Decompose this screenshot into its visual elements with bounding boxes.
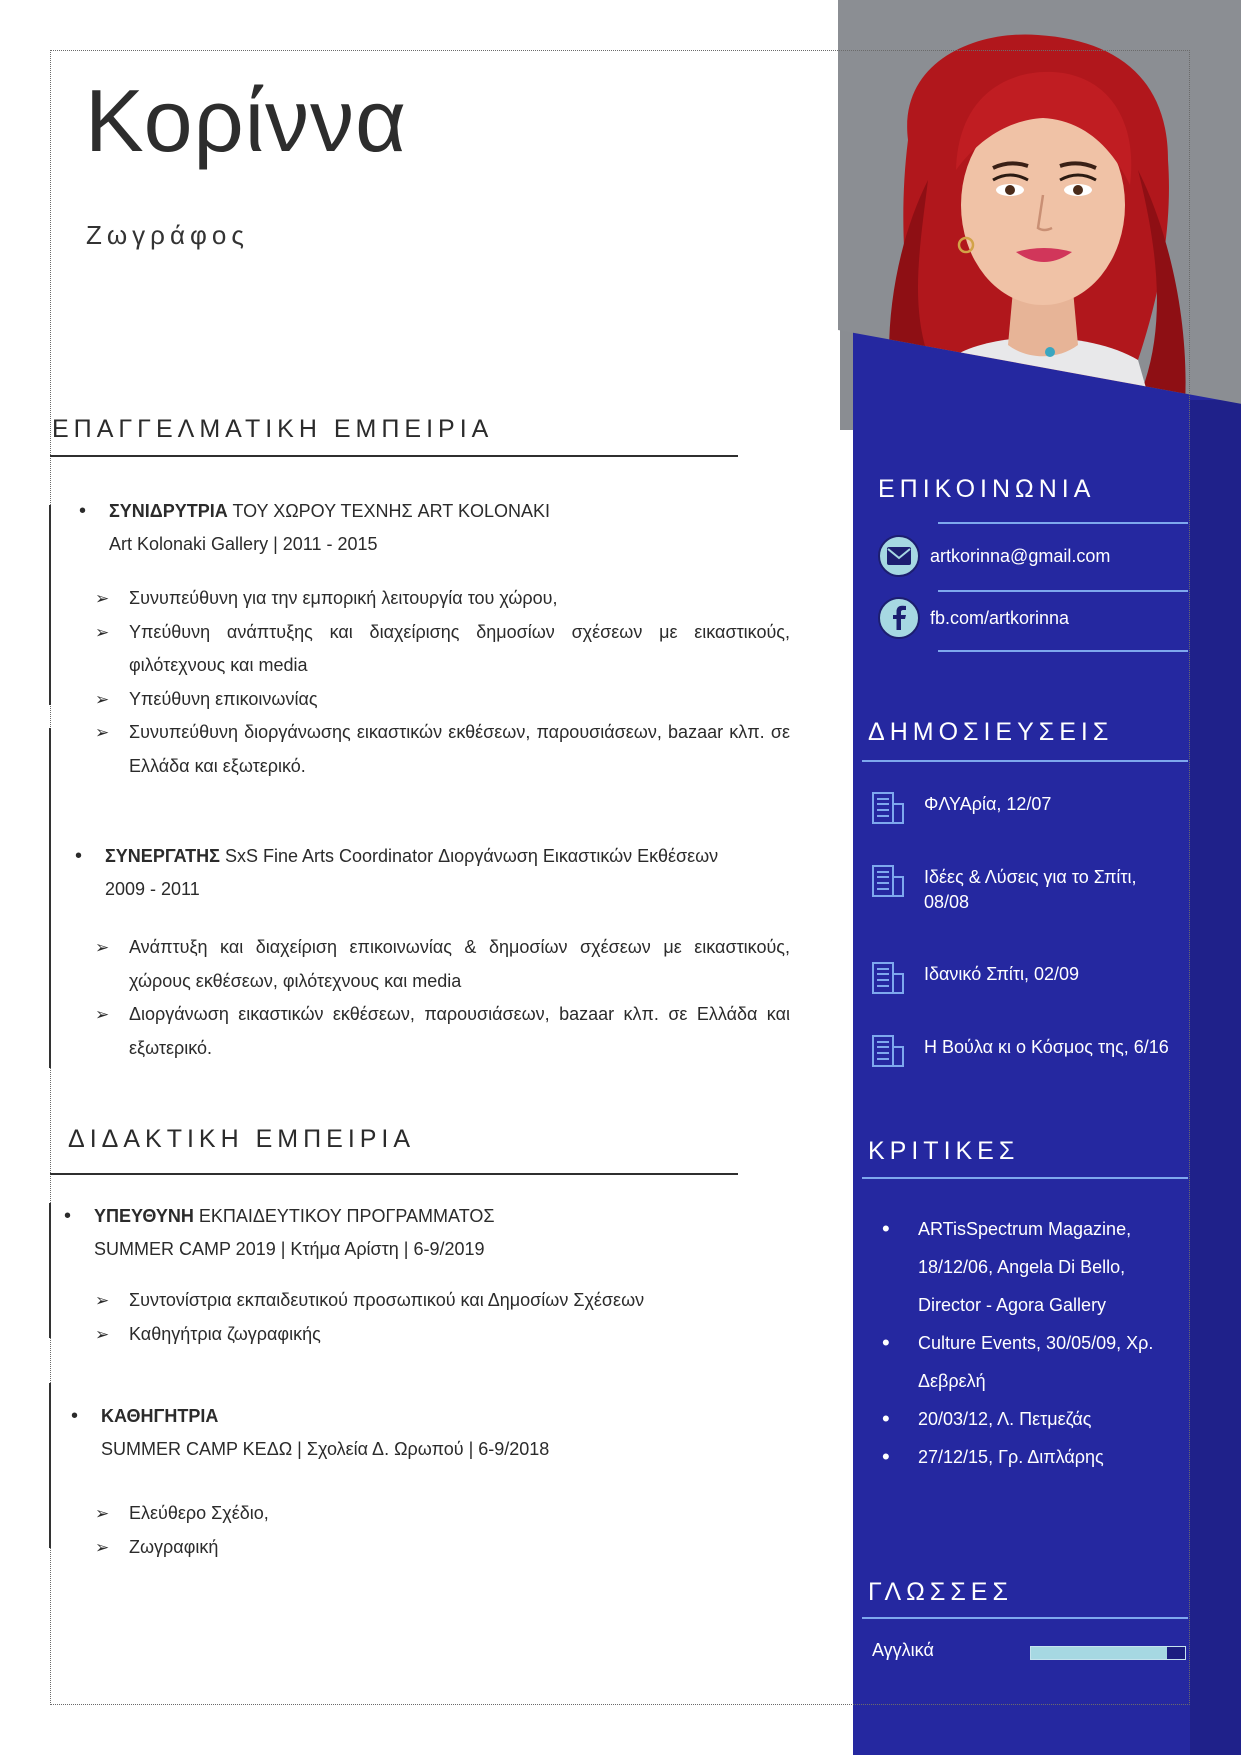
facebook-link[interactable]: fb.com/artkorinna: [930, 607, 1070, 628]
job-entry: [71, 1400, 550, 1466]
duty-item: ➢ Υπεύθυνη ανάπτυξης και διαχείρισης δημοσίων σχέσεων με εικαστικούς, φιλότεχνους και media: [95, 616, 790, 683]
job-subtitle: SUMMER CAMP ΚΕΔΩ | Σχολεία Δ. Ωρωπού | 6-9/2018: [101, 1439, 550, 1459]
job-title-bold: ΚΑΘΗΓΗΤΡΙΑ: [101, 1406, 219, 1426]
duty-item: ➢ Ζωγραφική: [95, 1531, 790, 1565]
section-title-professional: ΕΠΑΓΓΕΛΜΑΤΙΚΗ ΕΜΠΕΙΡΙΑ: [52, 415, 494, 443]
email-link[interactable]: artkorinna@gmail.com: [930, 545, 1111, 566]
job-title: ΕΚΠΑΙΔΕΥΤΙΚΟΥ ΠΡΟΓΡΑΜΜΑΤΟΣ: [193, 1206, 495, 1226]
duty-item: ➢ Συνυπεύθυνη για την εμπορική λειτουργία του χώρου,: [95, 582, 790, 616]
bullet-icon: •: [79, 500, 87, 522]
publication-text: ΦΛΥΑρία, 12/07: [924, 794, 1052, 814]
review-item: • 20/03/12, Λ. Πετμεζάς: [878, 1400, 1178, 1438]
duty-item: ➢ Συντονίστρια εκπαιδευτικού προσωπικού και Δημοσίων Σχέσεων: [95, 1284, 790, 1318]
duty-list: [95, 931, 790, 1065]
language-item: [872, 1640, 1188, 1661]
duty-item: ➢ Συνυπεύθυνη διοργάνωσης εικαστικών εκθέσεων, παρουσιάσεων, bazaar κλπ. σε Ελλάδα και εξωτερικό.: [95, 716, 790, 783]
publication-text: Η Βούλα κι ο Κόσμος της, 6/16: [924, 1037, 1169, 1057]
job-title: ΤΟΥ ΧΩΡΟΥ ΤΕΧΝΗΣ ART KOLONAKI: [227, 501, 550, 521]
language-name: Αγγλικά: [872, 1640, 934, 1660]
publication-item: [870, 865, 1180, 915]
contact-facebook[interactable]: [878, 597, 1069, 639]
reviews-list: [878, 1210, 1178, 1476]
duty-list: [95, 582, 790, 783]
duty-list: [95, 1284, 790, 1351]
duty-item: ➢ Ελεύθερο Σχέδιο,: [95, 1497, 790, 1531]
bullet-icon: •: [75, 845, 83, 867]
bullet-icon: •: [64, 1205, 72, 1227]
sidebar-divider: [938, 522, 1188, 524]
timeline-bar: [49, 728, 51, 1068]
section-divider: [50, 455, 738, 457]
sidebar-divider: [862, 760, 1188, 762]
publication-item: [870, 792, 1180, 826]
facebook-icon: [878, 597, 920, 639]
job-title: SxS Fine Arts Coordinator Διοργάνωση Εικαστικών Εκθέσεων: [219, 846, 719, 866]
sidebar-divider: [862, 1617, 1188, 1619]
contact-email[interactable]: [878, 535, 1110, 577]
job-title-bold: ΣΥΝΕΡΓΑΤΗΣ: [105, 846, 220, 866]
duty-item: ➢ Υπεύθυνη επικοινωνίας: [95, 683, 790, 717]
envelope-icon: [878, 535, 920, 577]
bullet-icon: •: [71, 1405, 79, 1427]
duty-item: ➢ Διοργάνωση εικαστικών εκθέσεων, παρουσιάσεων, bazaar κλπ. σε Ελλάδα και εξωτερικό.: [95, 998, 790, 1065]
timeline-bar: [49, 1383, 51, 1548]
section-title-teaching: ΔΙΔΑΚΤΙΚΗ ΕΜΠΕΙΡΙΑ: [68, 1125, 416, 1153]
newspaper-icon: [870, 1033, 906, 1069]
sidebar-heading-contact: ΕΠΙΚΟΙΝΩΝΙΑ: [878, 475, 1096, 503]
language-level-bar: [1030, 1646, 1186, 1660]
publication-text: Ιδέες & Λύσεις για το Σπίτι, 08/08: [924, 867, 1137, 912]
sidebar-divider: [862, 1177, 1188, 1179]
newspaper-icon: [870, 960, 906, 996]
job-title-bold: ΣΥΝΙΔΡΥΤΡΙΑ: [109, 501, 228, 521]
newspaper-icon: [870, 790, 906, 826]
sidebar-shadow: [1190, 400, 1241, 1755]
job-entry: [64, 1200, 495, 1266]
language-level-fill: [1031, 1647, 1167, 1659]
sidebar-divider: [938, 650, 1188, 652]
candidate-role: Ζωγράφος: [86, 220, 249, 250]
job-entry: [79, 495, 550, 561]
duty-item: ➢ Καθηγήτρια ζωγραφικής: [95, 1318, 790, 1352]
review-item: • ARTisSpectrum Magazine, 18/12/06, Angela Di Bello, Director - Agora Gallery: [878, 1210, 1178, 1324]
duty-item: ➢ Ανάπτυξη και διαχείριση επικοινωνίας & δημοσίων σχέσεων με εικαστικούς, χώρους εκθέσεων, φιλότεχνους και media: [95, 931, 790, 998]
timeline-bar: [49, 1203, 51, 1338]
job-subtitle: SUMMER CAMP 2019 | Κτήμα Αρίστη | 6-9/2019: [94, 1239, 485, 1259]
sidebar-divider: [938, 590, 1188, 592]
job-subtitle: 2009 - 2011: [105, 879, 200, 899]
candidate-name: Κορίννα: [85, 71, 408, 170]
job-title-bold: ΥΠΕΥΘΥΝΗ: [94, 1206, 194, 1226]
job-entry: [75, 840, 719, 906]
review-item: • Culture Events, 30/05/09, Χρ. Δεβρελή: [878, 1324, 1178, 1400]
newspaper-icon: [870, 863, 906, 899]
sidebar-heading-languages: ΓΛΩΣΣΕΣ: [868, 1578, 1013, 1606]
review-item: • 27/12/15, Γρ. Διπλάρης: [878, 1438, 1178, 1476]
publication-item: [870, 1035, 1180, 1069]
timeline-bar: [49, 505, 51, 705]
duty-list: [95, 1497, 790, 1564]
section-divider: [50, 1173, 738, 1175]
job-subtitle: Art Kolonaki Gallery | 2011 - 2015: [109, 534, 378, 554]
sidebar-heading-publications: ΔΗΜΟΣΙΕΥΣΕΙΣ: [868, 718, 1114, 746]
sidebar-heading-reviews: ΚΡΙΤΙΚΕΣ: [868, 1137, 1020, 1165]
publication-item: [870, 962, 1180, 996]
publication-text: Ιδανικό Σπίτι, 02/09: [924, 964, 1080, 984]
